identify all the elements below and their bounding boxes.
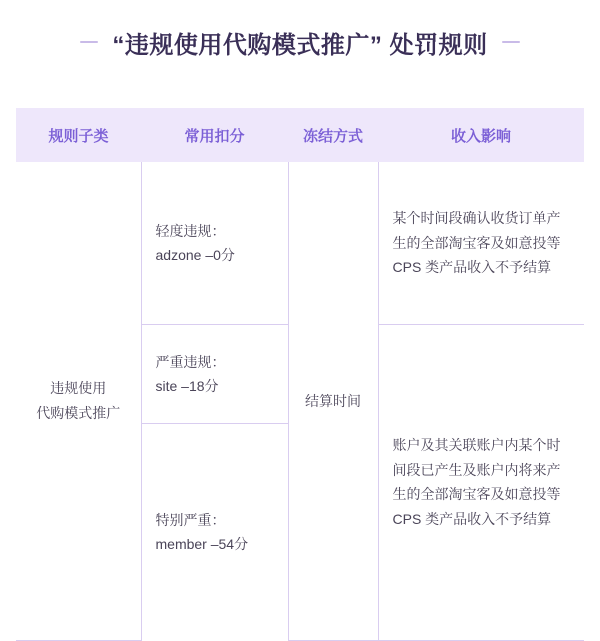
page-title-text: “违规使用代购模式推广” 处罚规则: [112, 31, 488, 59]
score-value-severe: member –54分: [155, 536, 249, 552]
column-header-freeze: 冻结方式: [288, 108, 378, 162]
cell-subcategory: [16, 162, 141, 640]
table-body: [16, 162, 584, 640]
column-header-income: 收入影响: [378, 108, 584, 162]
score-label-severe: 特别严重：: [155, 511, 226, 528]
cell-freeze: 结算时间: [288, 162, 378, 640]
table-header: [16, 108, 584, 162]
subcategory-line-2: 代购模式推广: [36, 404, 121, 421]
subcategory-line-1: 违规使用: [50, 380, 107, 397]
score-value-serious: site –18分: [155, 378, 219, 394]
cell-score-serious: [141, 325, 288, 424]
title-dash-left: [80, 41, 98, 43]
column-header-score: 常用扣分: [141, 108, 288, 162]
score-label-serious: 严重违规：: [155, 353, 226, 370]
rules-table: [16, 108, 584, 641]
title-dash-right: [502, 41, 520, 43]
cell-income-second: 账户及其关联账户内某个时间段已产生及账户内将来产生的全部淘宝客及如意投等 CPS 类产品收入不予结算: [378, 325, 584, 641]
rules-table-container: [16, 108, 584, 641]
score-label-minor: 轻度违规：: [155, 222, 226, 239]
cell-score-severe: [141, 424, 288, 641]
page-title: [0, 0, 600, 64]
column-header-subcategory: 规则子类: [16, 108, 141, 162]
cell-income-first: 某个时间段确认收货订单产生的全部淘宝客及如意投等 CPS 类产品收入不予结算: [378, 162, 584, 325]
cell-score-minor: [141, 162, 288, 325]
score-value-minor: adzone –0分: [155, 247, 235, 263]
table-row: [16, 162, 584, 325]
table-header-row: [16, 108, 584, 162]
